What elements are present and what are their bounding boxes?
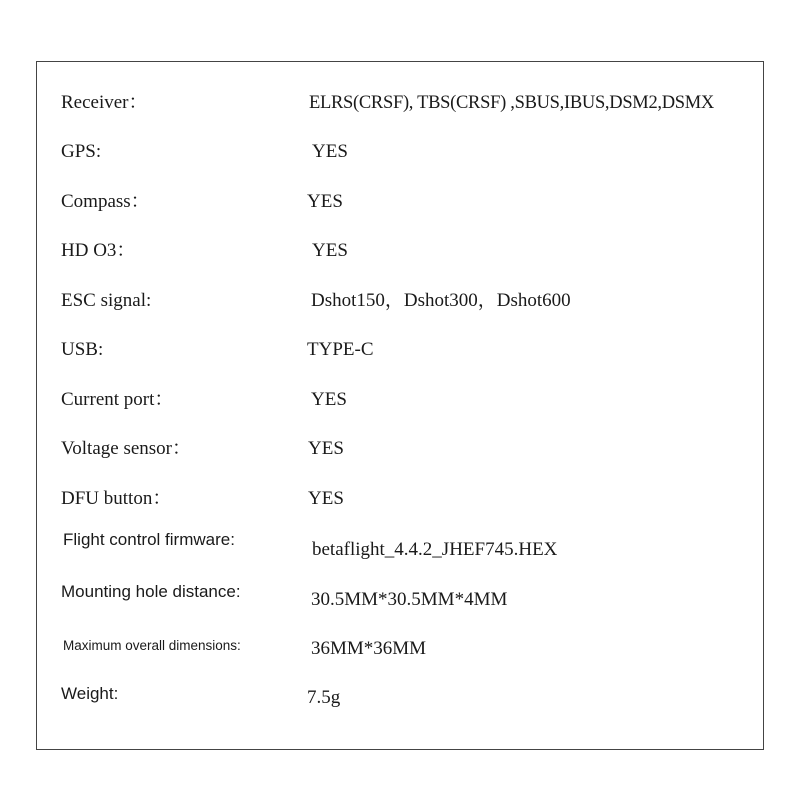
spec-row-firmware xyxy=(37,520,763,560)
dimensions-value: 36MM*36MM xyxy=(311,638,427,659)
dfu-button-label: DFU button： xyxy=(61,488,172,509)
spec-row-weight xyxy=(37,674,763,714)
spec-row-current-port xyxy=(37,380,763,420)
receiver-label: Receiver： xyxy=(61,92,148,113)
usb-label: USB: xyxy=(61,339,104,360)
spec-row-gps xyxy=(37,132,763,172)
firmware-value: betaflight_4.4.2_JHEF745.HEX xyxy=(312,539,558,560)
current-port-value: YES xyxy=(311,389,347,410)
voltage-sensor-value: YES xyxy=(308,438,344,459)
compass-label: Compass： xyxy=(61,191,150,212)
weight-value: 7.5g xyxy=(307,687,341,708)
spec-table xyxy=(36,61,764,750)
esc-signal-value: Dshot150，Dshot300，Dshot600 xyxy=(311,290,571,311)
usb-value: TYPE-C xyxy=(307,339,374,360)
spec-row-usb xyxy=(37,330,763,370)
hd-o3-value: YES xyxy=(312,240,348,261)
dimensions-label: Maximum overall dimensions: xyxy=(63,638,241,653)
gps-value: YES xyxy=(312,141,348,162)
spec-row-hd-o3 xyxy=(37,231,763,271)
spec-row-dfu-button xyxy=(37,479,763,519)
voltage-sensor-label: Voltage sensor： xyxy=(61,438,191,459)
hd-o3-label: HD O3： xyxy=(61,240,136,261)
weight-label: Weight: xyxy=(61,684,119,703)
dfu-button-value: YES xyxy=(308,488,344,509)
spec-row-esc-signal xyxy=(37,281,763,321)
gps-label: GPS: xyxy=(61,141,102,162)
mounting-hole-label: Mounting hole distance: xyxy=(61,582,241,601)
current-port-label: Current port： xyxy=(61,389,174,410)
receiver-value: ELRS(CRSF), TBS(CRSF) ,SBUS,IBUS,DSM2,DSMX xyxy=(309,93,714,113)
spec-row-compass xyxy=(37,182,763,222)
compass-value: YES xyxy=(307,191,343,212)
firmware-label: Flight control firmware: xyxy=(63,530,235,549)
spec-row-dimensions xyxy=(37,626,763,666)
esc-signal-label: ESC signal: xyxy=(61,290,152,311)
spec-row-mounting-hole xyxy=(37,572,763,612)
spec-row-receiver xyxy=(37,83,763,123)
mounting-hole-value: 30.5MM*30.5MM*4MM xyxy=(311,589,508,610)
spec-row-voltage-sensor xyxy=(37,429,763,469)
